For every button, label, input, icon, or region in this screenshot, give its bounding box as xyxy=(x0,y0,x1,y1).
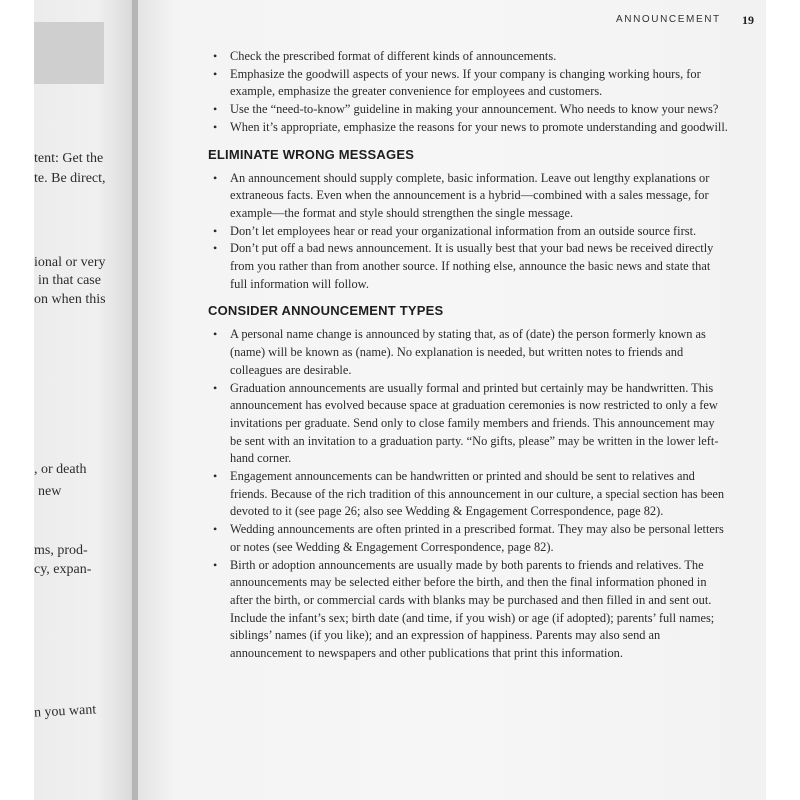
list-item: • Don’t put off a bad news announcement. It is usually best that your bad news be received directly from you rather than from another source. If nothing else, announce the basic news and state that full information will follow. xyxy=(208,240,728,293)
left-page-fragment: in that case xyxy=(38,273,101,288)
section-heading: CONSIDER ANNOUNCEMENT TYPES xyxy=(208,303,444,319)
list-item: • Engagement announcements can be handwritten or printed and should be sent to relatives and friends. Because of the rich tradition of this announcement in our culture, a special section has been devoted to it (see page 26; also see Wedding & Engagement Correspondence, page 82). xyxy=(208,468,728,521)
left-page-fragment: , or death xyxy=(34,462,87,477)
gray-tab xyxy=(34,22,104,84)
left-page-fragment: ms, prod- xyxy=(34,543,88,558)
list-item: • Graduation announcements are usually formal and printed but certainly may be handwritten. This announcement has evolved because space at graduation ceremonies is now restricted to only a few invitations per graduate. Send only to close family members and friends. This announcement may be sent with an invitation to a graduation party. “No gifts, please” may be written in the lower left-hand corner. xyxy=(208,380,728,469)
intro-bullet-list xyxy=(208,48,728,137)
background-left xyxy=(0,0,34,800)
list-item: • Check the prescribed format of different kinds of announcements. xyxy=(208,48,728,66)
right-page xyxy=(138,0,766,800)
list-item: • Use the “need-to-know” guideline in making your announcement. Who needs to know your news? xyxy=(208,101,728,119)
left-page-fragment: cy, expan- xyxy=(34,562,92,577)
list-item: • Birth or adoption announcements are usually made by both parents to friends and relatives. The announcements may be selected either before the birth, and then the final information phoned in after the birth, or commercial cards with blanks may be purchased and then filled in and sent out. Include the infant’s sex; birth date (and time, if you wish) or age (if adopted); parents’ full names; siblings’ names (if you like); and an expression of happiness. Parents may also send an announcement to newspapers and other publications that print this information. xyxy=(208,557,728,663)
left-page-fragment: new xyxy=(38,484,62,499)
list-item: • Emphasize the goodwill aspects of your news. If your company is changing working hours, for example, emphasize the greater convenience for employees and customers. xyxy=(208,66,728,101)
list-item: • Don’t let employees hear or read your organizational information from an outside source first. xyxy=(208,223,728,241)
section-bullet-list xyxy=(208,326,728,662)
background-right xyxy=(766,0,800,800)
list-item: • An announcement should supply complete, basic information. Leave out lengthy explanations or extraneous facts. Even when the announcement is a hybrid—combined with a sales message, for example—the format and style should strengthen the single message. xyxy=(208,170,728,223)
left-page-fragment: on when this xyxy=(34,292,106,307)
left-page-fragment: ional or very xyxy=(34,255,106,270)
running-head: ANNOUNCEMENT xyxy=(616,14,721,25)
page-number: 19 xyxy=(742,13,754,27)
list-item: • When it’s appropriate, emphasize the reasons for your news to promote understanding and goodwill. xyxy=(208,119,728,137)
section-bullet-list xyxy=(208,170,728,294)
left-page-fragment: n you want xyxy=(34,702,97,721)
list-item: • A personal name change is announced by stating that, as of (date) the person formerly known as (name) will be known as (name). No explanation is needed, but written notes to friends and colleagues are desirable. xyxy=(208,326,728,379)
page-body xyxy=(208,48,728,663)
left-page-fragment: te. Be direct, xyxy=(34,171,106,186)
left-page-fragment: tent: Get the xyxy=(34,151,104,166)
section-heading: ELIMINATE WRONG MESSAGES xyxy=(208,146,415,162)
left-facing-page xyxy=(34,0,138,800)
list-item: • Wedding announcements are often printed in a prescribed format. They may also be personal letters or notes (see Wedding & Engagement Correspondence, page 82). xyxy=(208,521,728,556)
